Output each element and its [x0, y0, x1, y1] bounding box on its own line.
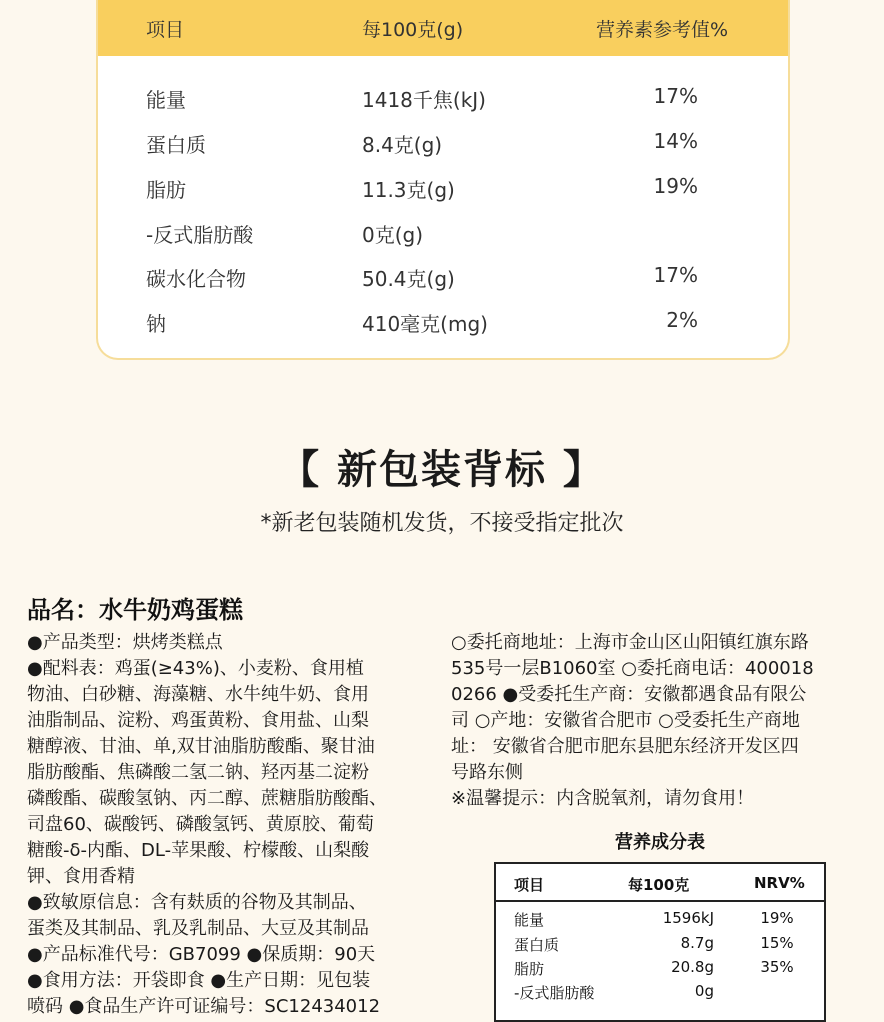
mini-table-row — [496, 909, 824, 933]
label-line: ●产品标准代号：GB7099 ●保质期：90天 — [27, 944, 376, 965]
mini-header-item: 项目 — [514, 876, 545, 894]
mini-table-row — [496, 958, 824, 982]
nutrition-row — [98, 219, 788, 259]
label-line: ○委托商地址：上海市金山区山阳镇红旗东路 — [451, 632, 809, 653]
label-line: 535号一层B1060室 ○委托商电话：400018 — [451, 658, 814, 679]
nutrition-row — [98, 174, 788, 214]
mini-nutrient-value: 20.8g — [671, 958, 714, 976]
mini-nutrient-value: 1596kJ — [662, 909, 714, 927]
label-line: 蛋类及其制品、乳及乳制品、大豆及其制品 — [27, 918, 369, 939]
label-line: ●产品类型：烘烤类糕点 — [27, 632, 223, 653]
nutrient-name: 钠 — [146, 312, 166, 336]
label-line: 糖酸-δ-内酯、DL-苹果酸、柠檬酸、山梨酸 — [27, 840, 370, 861]
nutrient-nrv: 17% — [653, 84, 698, 108]
label-line: 钾、食用香精 — [27, 866, 135, 887]
mini-table-header — [496, 864, 824, 902]
nutrient-nrv: 2% — [666, 308, 698, 332]
mini-nutrition-table — [494, 862, 826, 1022]
nutrient-nrv: 14% — [653, 129, 698, 153]
header-item: 项目 — [146, 18, 185, 41]
label-line: 油脂制品、淀粉、鸡蛋黄粉、食用盐、山梨 — [27, 710, 369, 731]
label-line: 物油、白砂糖、海藻糖、水牛纯牛奶、食用 — [27, 684, 369, 705]
nutrient-name: 能量 — [146, 88, 186, 112]
mini-nutrient-nrv: 15% — [760, 934, 794, 952]
nutrition-row — [98, 84, 788, 124]
mini-nutrient-name: -反式脂肪酸 — [514, 984, 595, 1002]
nutrient-nrv: 19% — [653, 174, 698, 198]
label-right-column — [451, 630, 863, 812]
nutrient-value: 50.4克(g) — [362, 267, 455, 291]
mini-header-per: 每100克 — [628, 876, 690, 894]
nutrition-table-header — [98, 0, 788, 56]
nutrient-value: 1418千焦(kJ) — [362, 88, 486, 112]
label-line: 磷酸酯、碳酸氢钠、丙二醇、蔗糖脂肪酸酯、 — [27, 788, 387, 809]
mini-nutrient-name: 脂肪 — [514, 960, 545, 978]
label-line: 号路东侧 — [451, 762, 523, 783]
nutrient-name: 蛋白质 — [146, 133, 206, 157]
nutrient-name: 碳水化合物 — [146, 267, 246, 291]
label-line: 喷码 ●食品生产许可证编号：SC12434012 — [27, 996, 381, 1017]
shipping-notice: *新老包装随机发货，不接受指定批次 — [260, 511, 624, 536]
nutrient-value: 410毫克(mg) — [362, 312, 488, 336]
label-left-column — [27, 630, 439, 1020]
nutrition-row — [98, 308, 788, 348]
nutrient-value: 11.3克(g) — [362, 178, 455, 202]
label-line: 司 ○产地：安徽省合肥市 ○受委托生产商地 — [451, 710, 800, 731]
mini-table-row — [496, 934, 824, 958]
mini-nutrient-nrv: 19% — [760, 909, 794, 927]
label-line: ●致敏原信息：含有麸质的谷物及其制品、 — [27, 892, 367, 913]
header-per-100g: 每100克(g) — [362, 18, 464, 41]
mini-table-row — [496, 982, 824, 1006]
label-line: ●食用方法：开袋即食 ●生产日期：见包装 — [27, 970, 371, 991]
mini-nutrient-nrv: 35% — [760, 958, 794, 976]
label-line: ※温馨提示：内含脱氧剂，请勿食用！ — [451, 788, 755, 809]
mini-nutrient-value: 0g — [694, 982, 714, 1000]
nutrition-card — [96, 0, 790, 360]
mini-nutrient-value: 8.7g — [680, 934, 714, 952]
label-line: 0266 ●受委托生产商：安徽都遇食品有限公 — [451, 684, 807, 705]
mini-nutrient-name: 能量 — [514, 911, 545, 929]
nutrition-row — [98, 263, 788, 303]
nutrient-name: 脂肪 — [146, 178, 186, 202]
mini-table-title: 营养成分表 — [615, 832, 705, 853]
label-line: 址： 安徽省合肥市肥东县肥东经济开发区四 — [451, 736, 799, 757]
section-headline: 【 新包装背标 】 — [279, 447, 605, 493]
mini-header-nrv: NRV% — [754, 874, 805, 892]
label-line: 司盘60、碳酸钙、磷酸氢钙、黄原胶、葡萄 — [27, 814, 374, 835]
label-line: 脂肪酸酯、焦磷酸二氢二钠、羟丙基二淀粉 — [27, 762, 369, 783]
nutrition-row — [98, 129, 788, 169]
label-line: ●配料表：鸡蛋(≥43%)、小麦粉、食用植 — [27, 658, 364, 679]
product-name: 品名：水牛奶鸡蛋糕 — [27, 596, 243, 624]
header-nrv: 营养素参考值% — [596, 18, 729, 41]
nutrient-value: 0克(g) — [362, 223, 424, 247]
mini-nutrient-name: 蛋白质 — [514, 936, 560, 954]
nutrient-value: 8.4克(g) — [362, 133, 443, 157]
nutrient-name: -反式脂肪酸 — [146, 223, 254, 247]
nutrient-nrv: 17% — [653, 263, 698, 287]
label-line: 糖醇液、甘油、单,双甘油脂肪酸酯、聚甘油 — [27, 736, 375, 757]
